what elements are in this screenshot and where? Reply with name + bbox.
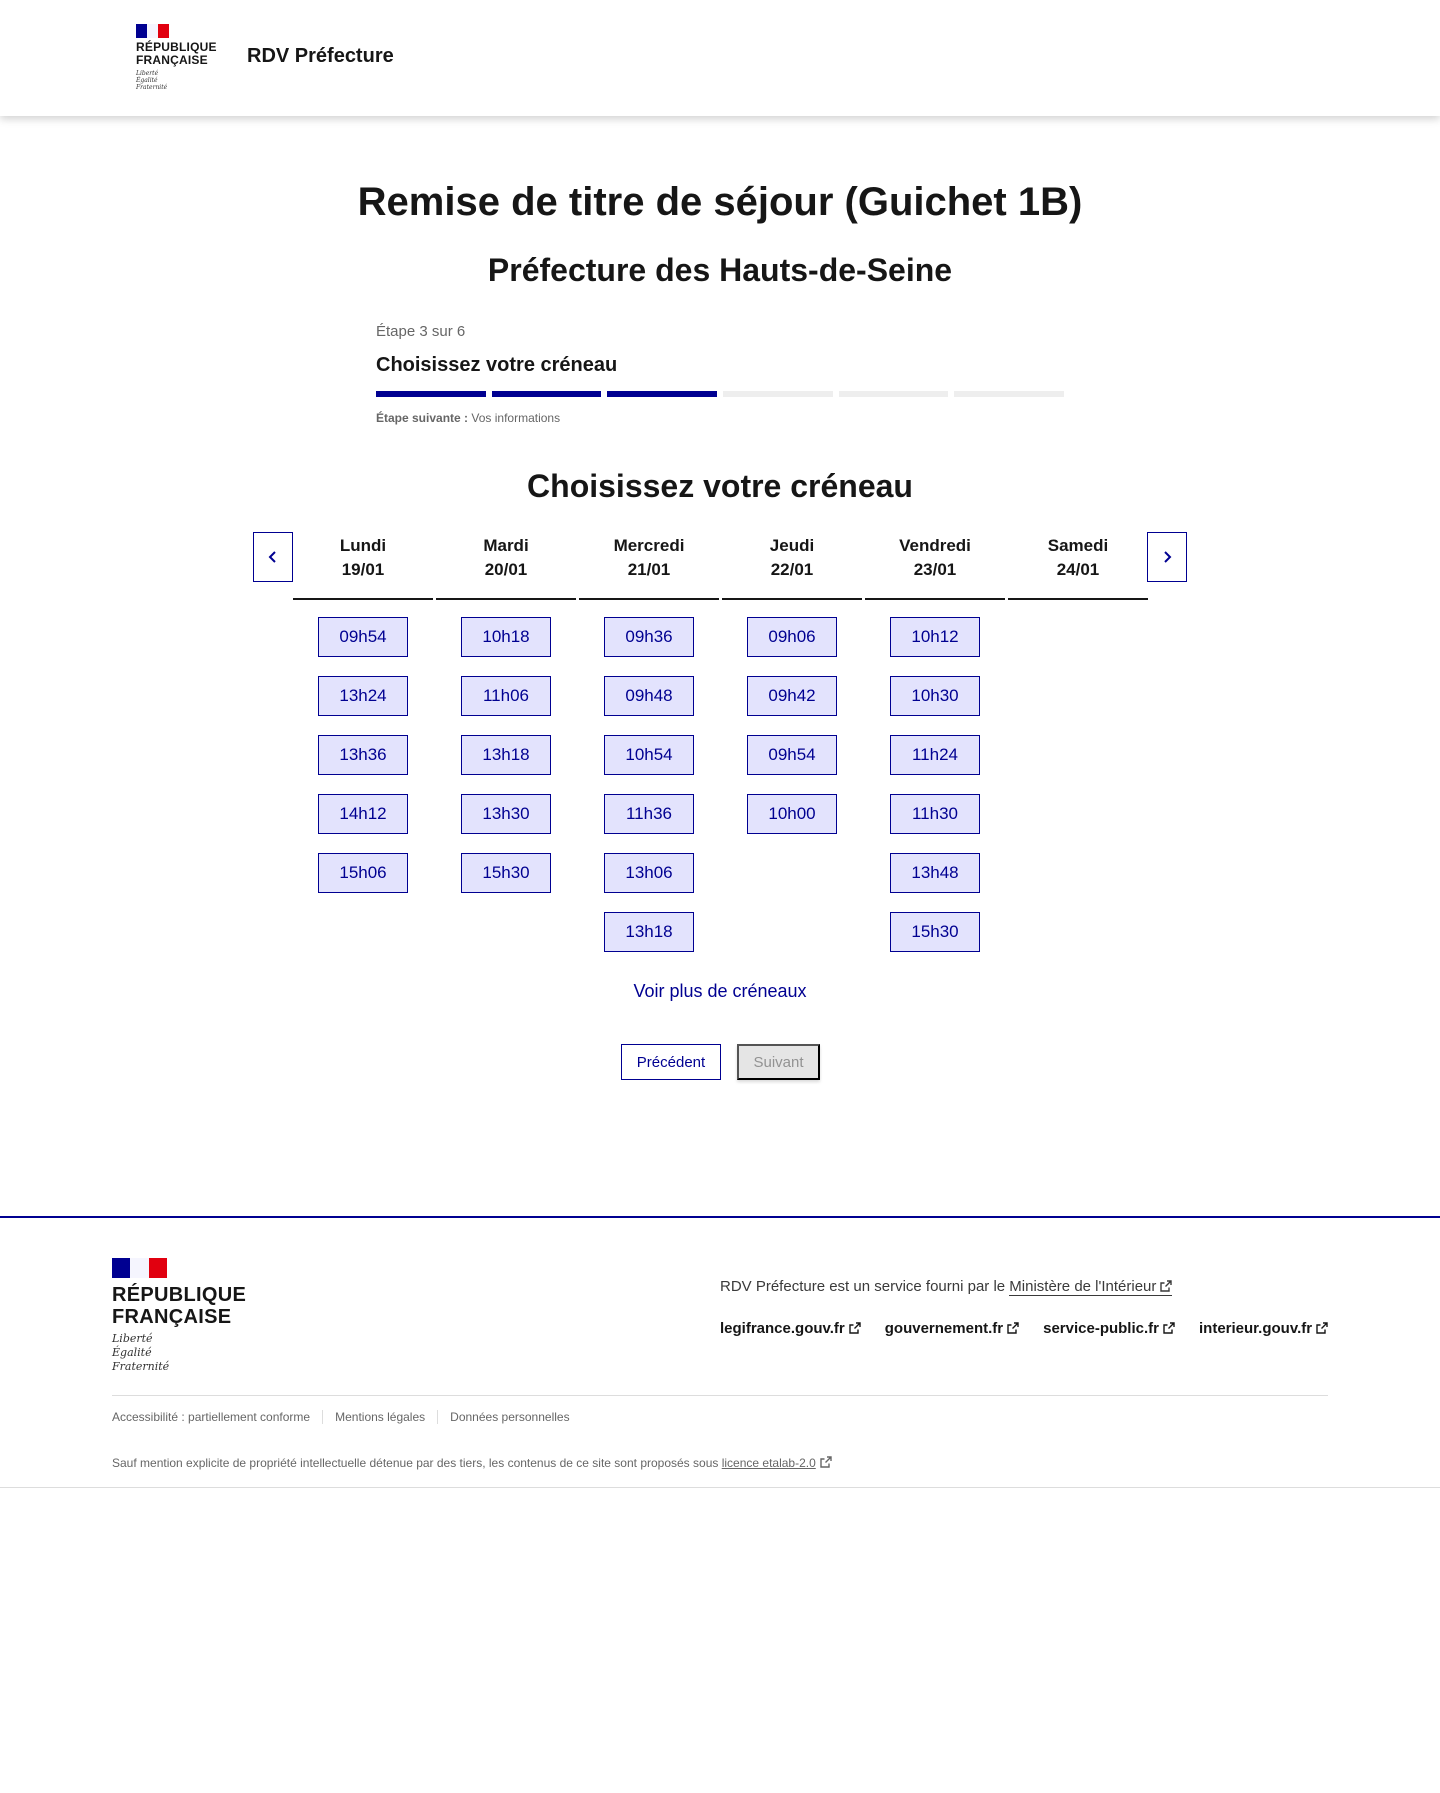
external-link-icon [1163, 1322, 1175, 1334]
footer-bottom-link[interactable]: Accessibilité : partiellement conforme [112, 1410, 311, 1424]
stepper-state: Étape 3 sur 6 [376, 323, 466, 340]
day-date: 23/01 [913, 560, 957, 579]
time-slot-button[interactable]: 15h30 [461, 853, 551, 893]
footer-external-link-label: interieur.gouv.fr [1199, 1320, 1313, 1337]
section-title: Choisissez votre créneau [527, 468, 913, 504]
license-link-label: licence etalab-2.0 [721, 1456, 816, 1470]
footer-external-link[interactable] [1199, 1320, 1328, 1337]
footer-external-link-label: service-public.fr [1043, 1320, 1159, 1337]
stepper-bar-segment [839, 391, 949, 397]
logo-motto-3: Fraternité [136, 84, 168, 91]
external-link-icon [1160, 1280, 1172, 1292]
footer-motto-2: Égalité [112, 1346, 152, 1359]
stepper-next-step [376, 411, 1064, 425]
page-title: Remise de titre de séjour (Guichet 1B) [357, 180, 1083, 224]
chevron-right-icon [1160, 550, 1174, 564]
time-slot-button[interactable]: 11h06 [461, 676, 551, 716]
chevron-left-icon [266, 550, 280, 564]
slot-list [722, 617, 862, 834]
day-name: Vendredi [899, 536, 971, 555]
day-header [436, 532, 576, 600]
logo-rf-line2: FRANÇAISE [136, 53, 208, 67]
time-slot-button[interactable]: 13h06 [604, 853, 694, 893]
footer-description [720, 1278, 1172, 1295]
time-slot-button[interactable]: 10h00 [747, 794, 837, 834]
day-date: 21/01 [627, 560, 671, 579]
time-slot-button[interactable]: 10h12 [890, 617, 980, 657]
stepper-progress [376, 391, 1064, 397]
day-header [865, 532, 1005, 600]
day-column [865, 532, 1005, 952]
ministere-link[interactable] [1009, 1278, 1172, 1296]
footer-external-link-label: gouvernement.fr [884, 1320, 1004, 1337]
time-slot-button[interactable]: 09h42 [747, 676, 837, 716]
license-text: Sauf mention explicite de propriété intellectuelle détenue par des tiers, les contenus de ce site sont proposés sous [112, 1456, 719, 1470]
footer-bottom-link[interactable]: Mentions légales [322, 1410, 437, 1424]
stepper-bar-segment [492, 391, 602, 397]
day-header [722, 532, 862, 600]
slot-list [436, 617, 576, 893]
footer-rf-line2: FRANÇAISE [112, 1306, 232, 1328]
more-slots-link[interactable]: Voir plus de créneaux [633, 981, 807, 1001]
footer-external-link[interactable] [720, 1320, 861, 1337]
stepper-next-value: Vos informations [471, 411, 561, 425]
time-slot-button[interactable]: 13h24 [318, 676, 408, 716]
day-name: Samedi [1047, 536, 1109, 555]
time-slot-button[interactable]: 11h36 [604, 794, 694, 834]
previous-week-button[interactable] [253, 532, 293, 582]
slot-list [293, 617, 433, 893]
next-week-button[interactable] [1147, 532, 1187, 582]
day-date: 22/01 [770, 560, 814, 579]
day-column [1008, 532, 1148, 617]
time-slot-button[interactable]: 09h36 [604, 617, 694, 657]
time-slot-button[interactable]: 09h48 [604, 676, 694, 716]
day-header [1008, 532, 1148, 600]
stepper-bar-segment [607, 391, 717, 397]
footer-bottom-link[interactable]: Données personnelles [437, 1410, 581, 1424]
footer-motto-1: Liberté [112, 1332, 153, 1345]
stepper-bar-segment [723, 391, 833, 397]
footer-external-link-label: legifrance.gouv.fr [720, 1320, 845, 1337]
stepper-next-label: Étape suivante : [376, 411, 469, 425]
slot-list [865, 617, 1005, 952]
logo-motto-2: Égalité [136, 77, 158, 84]
time-slot-button[interactable]: 11h30 [890, 794, 980, 834]
day-header [293, 532, 433, 600]
external-link-icon [1316, 1322, 1328, 1334]
day-name: Jeudi [769, 536, 815, 555]
previous-button[interactable]: Précédent [621, 1044, 721, 1080]
day-name: Mardi [483, 536, 529, 555]
time-slot-button[interactable]: 15h06 [318, 853, 408, 893]
day-header [579, 532, 719, 600]
time-slot-button[interactable]: 14h12 [318, 794, 408, 834]
stepper-bar-segment [954, 391, 1064, 397]
time-slot-button[interactable]: 13h18 [461, 735, 551, 775]
footer-desc-prefix: RDV Préfecture est un service fourni par le [720, 1278, 1006, 1295]
day-date: 24/01 [1056, 560, 1100, 579]
site-footer [0, 1216, 1440, 1488]
stepper [376, 323, 1064, 425]
footer-license [112, 1456, 832, 1470]
slot-list [579, 617, 719, 952]
logo-rf-line1: RÉPUBLIQUE [136, 40, 217, 54]
stepper-title: Choisissez votre créneau [376, 354, 618, 376]
footer-motto-3: Fraternité [112, 1360, 170, 1373]
time-slot-button[interactable]: 15h30 [890, 912, 980, 952]
footer-external-link[interactable] [885, 1320, 1019, 1337]
day-date: 19/01 [341, 560, 385, 579]
french-flag-icon [136, 24, 169, 38]
day-name: Mercredi [613, 536, 685, 555]
logo-motto-1: Liberté [136, 70, 159, 77]
footer-republique-francaise-logo[interactable] [112, 1258, 246, 1374]
time-slot-button[interactable]: 11h24 [890, 735, 980, 775]
site-header [0, 0, 1440, 116]
time-slot-button[interactable]: 13h48 [890, 853, 980, 893]
footer-external-links [720, 1320, 1328, 1337]
footer-bottom-links [112, 1410, 582, 1424]
time-slot-button[interactable]: 10h54 [604, 735, 694, 775]
external-link-icon [849, 1322, 861, 1334]
day-column [579, 532, 719, 952]
republique-francaise-logo[interactable] [136, 24, 216, 91]
next-button: Suivant [737, 1044, 820, 1080]
license-link[interactable] [722, 1456, 832, 1470]
day-name: Lundi [339, 536, 387, 555]
time-slot-button[interactable]: 13h18 [604, 912, 694, 952]
footer-external-link[interactable] [1043, 1320, 1175, 1337]
ministere-link-label: Ministère de l'Intérieur [1009, 1278, 1157, 1295]
time-slot-button[interactable]: 10h18 [461, 617, 551, 657]
time-slot-button[interactable]: 09h54 [747, 735, 837, 775]
time-slot-button[interactable]: 13h30 [461, 794, 551, 834]
time-slot-button[interactable]: 09h54 [318, 617, 408, 657]
time-slot-button[interactable]: 10h30 [890, 676, 980, 716]
french-flag-icon [112, 1258, 167, 1278]
time-slot-button[interactable]: 13h36 [318, 735, 408, 775]
footer-divider [112, 1395, 1328, 1396]
time-slot-button[interactable]: 09h06 [747, 617, 837, 657]
footer-rf-line1: RÉPUBLIQUE [112, 1284, 247, 1306]
page-subtitle: Préfecture des Hauts-de-Seine [487, 252, 953, 288]
stepper-bar-segment [376, 391, 486, 397]
day-column [293, 532, 433, 893]
day-column [436, 532, 576, 893]
external-link-icon [1007, 1322, 1019, 1334]
external-link-icon [820, 1456, 832, 1468]
day-column [722, 532, 862, 834]
day-date: 20/01 [484, 560, 528, 579]
site-title[interactable]: RDV Préfecture [247, 45, 394, 67]
